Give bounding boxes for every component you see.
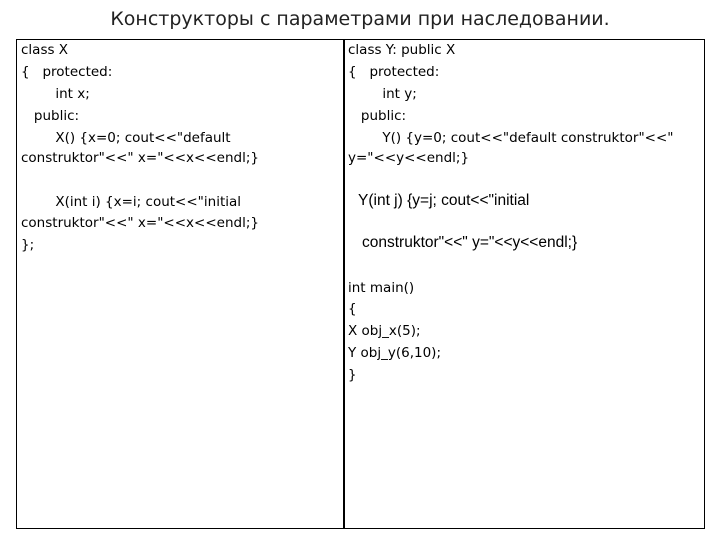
right-code-line: Y() {y=0; cout<<"default construktor"<<" — [348, 130, 674, 146]
left-code-line: construktor"<<" x="<<x<<endl;} — [21, 150, 259, 166]
right-code-line: int main() — [348, 280, 415, 296]
slide-title: Конструкторы с параметрами при наследовании. — [110, 8, 610, 30]
right-code-line: y="<<y<<endl;} — [348, 150, 470, 166]
left-code-line: X() {x=0; cout<<"default — [21, 130, 231, 146]
left-code-line: construktor"<<" x="<<x<<endl;} — [21, 215, 259, 231]
left-code-line: X(int i) {x=i; cout<<"initial — [21, 194, 242, 210]
right-code-line: X obj_x(5); — [348, 323, 421, 339]
code-table — [16, 39, 705, 529]
right-code-line: { — [348, 301, 357, 317]
left-code-line: public: — [21, 108, 80, 124]
left-code-line: { protected: — [21, 64, 113, 80]
left-code-line: int x; — [21, 86, 90, 102]
left-code-line: class X — [21, 42, 69, 58]
right-code-line: class Y: public X — [348, 42, 456, 58]
right-code-line: int y; — [348, 86, 417, 102]
right-code-line: public: — [348, 108, 407, 124]
left-code-line: }; — [21, 237, 35, 253]
right-code-line: Y obj_y(6,10); — [348, 345, 441, 361]
column-divider — [343, 40, 345, 528]
right-code-line: } — [348, 367, 357, 383]
right-code-line: { protected: — [348, 64, 440, 80]
right-code-line: Y(int j) {y=j; cout<<"initial — [358, 192, 530, 209]
right-code-line: construktor"<<" y="<<y<<endl;} — [362, 234, 578, 251]
